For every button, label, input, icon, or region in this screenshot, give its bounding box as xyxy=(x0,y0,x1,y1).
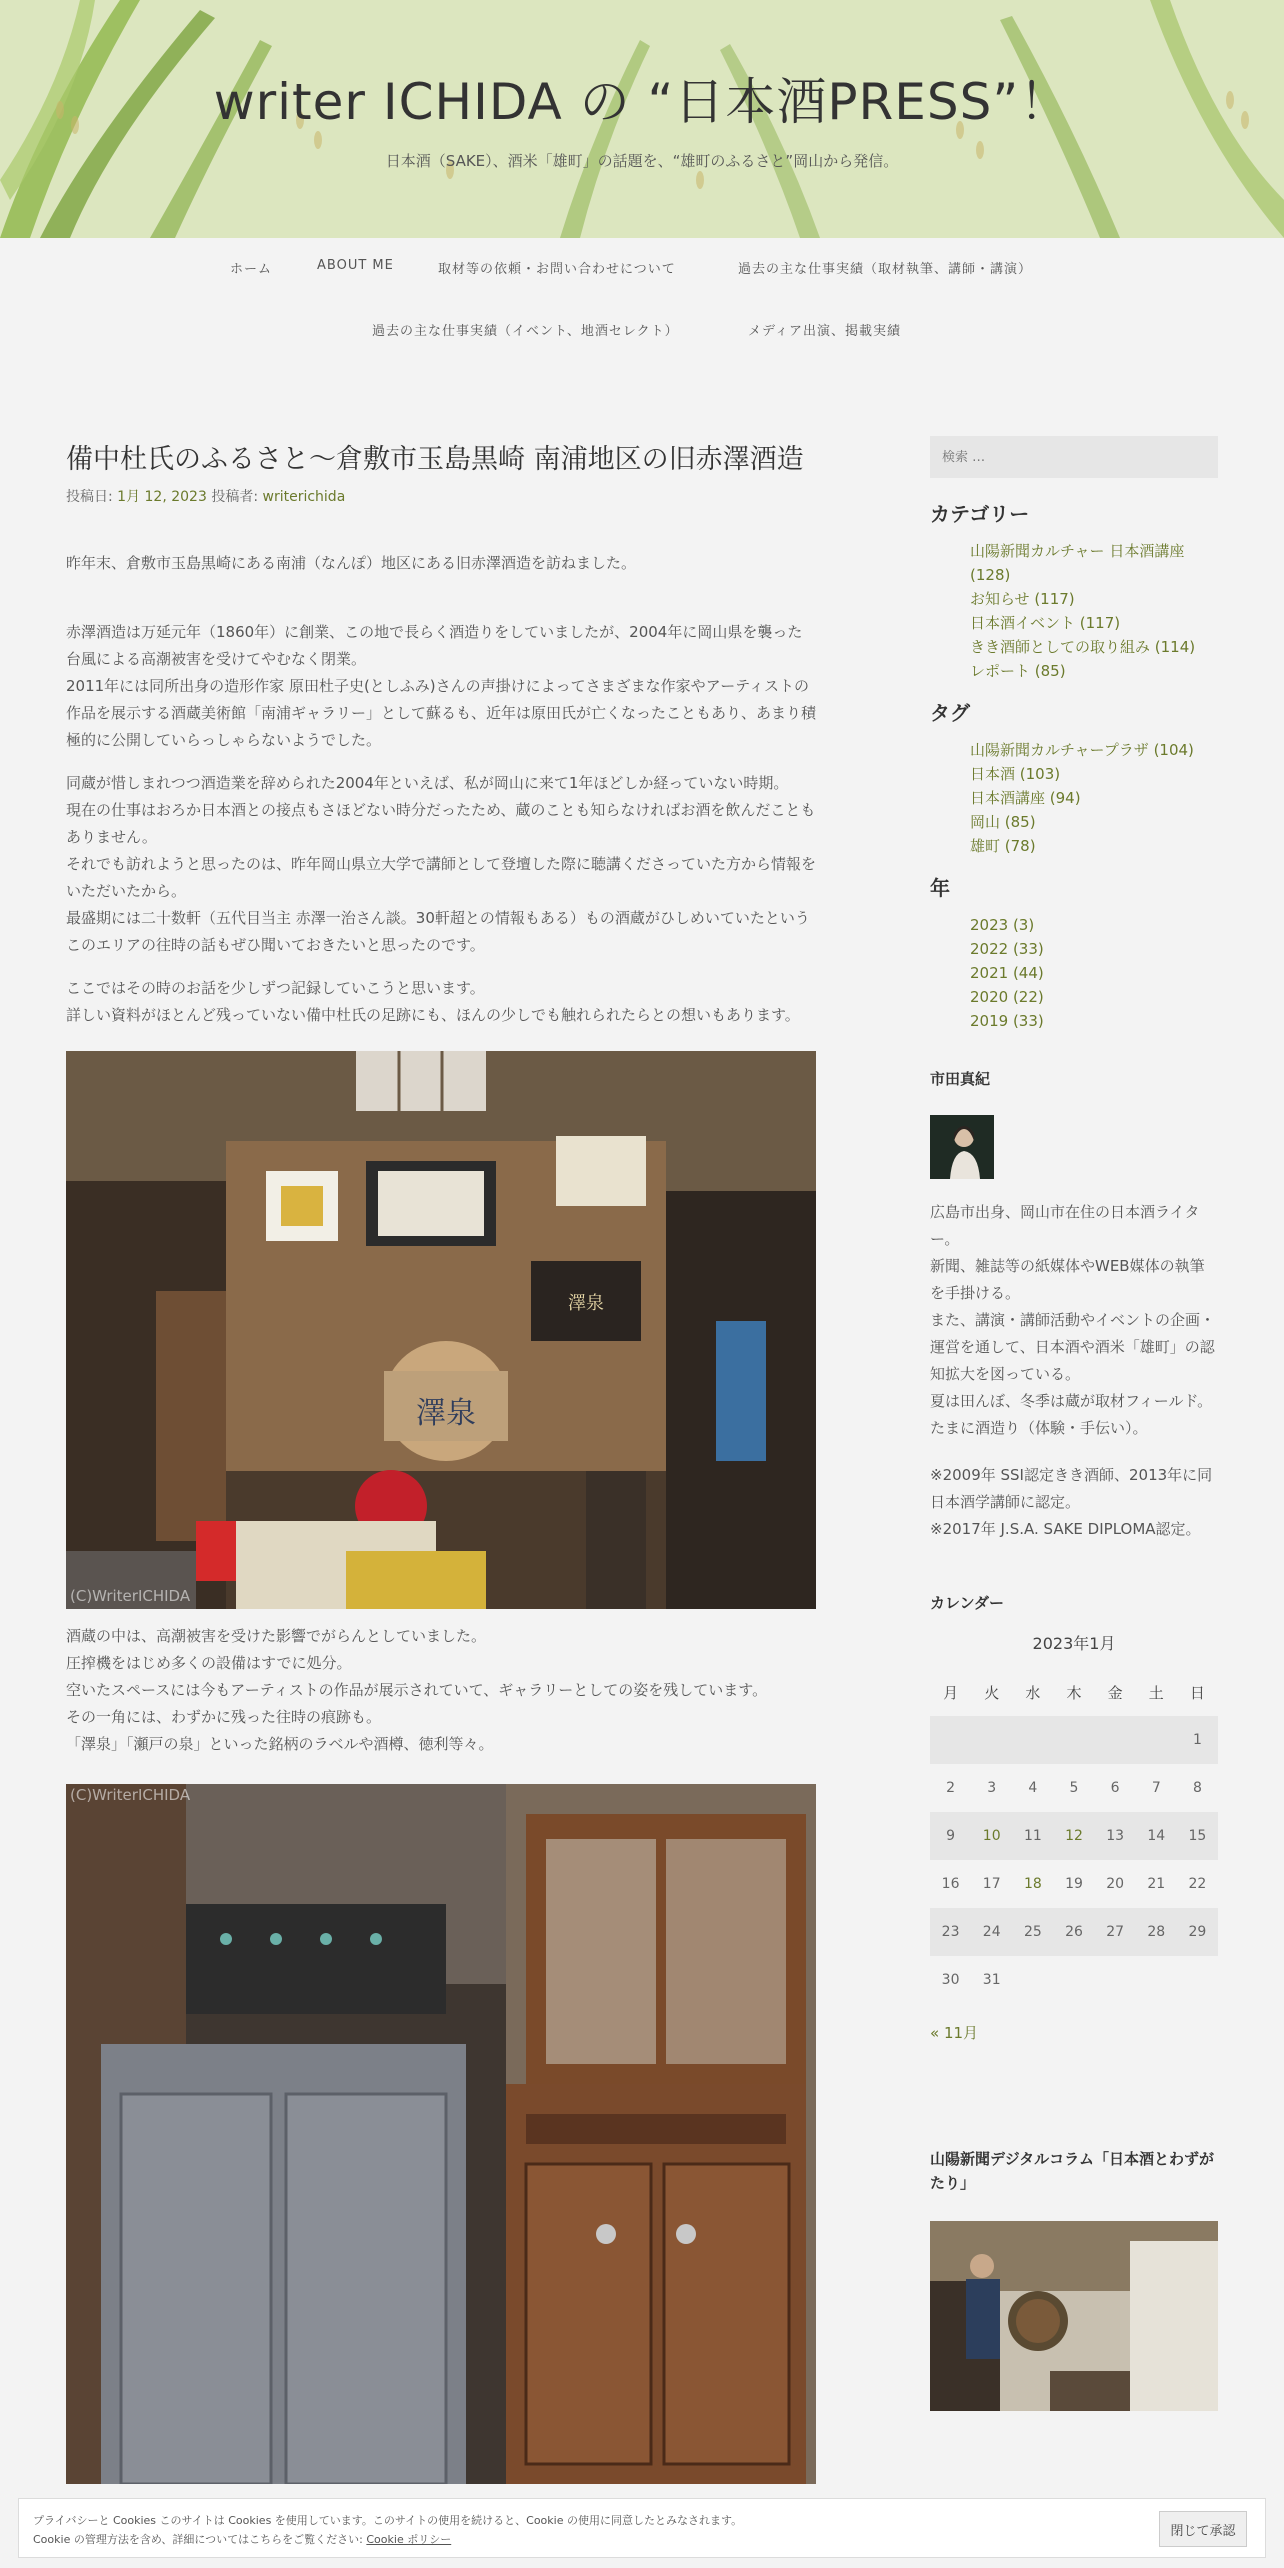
calendar-day: 1 xyxy=(1177,1716,1218,1764)
calendar-day: 21 xyxy=(1147,1876,1166,1892)
tags-title: タグ xyxy=(930,701,970,725)
author-bio: 広島市出身、岡山市在住の日本酒ライター。 新聞、雑誌等の紙媒体やWEB媒体の執筆を手掛ける。 また、講演・講師活動やイベントの企画・運営を通して、日本酒や酒米「雄町」の認知拡大を図っている。 夏は田んぼ、冬季は蔵が取材フィールド。 たまに酒造り（体験・手伝い）。 xyxy=(930,1203,1216,1437)
tag-link[interactable]: 山陽新聞カルチャープラザ (104) xyxy=(970,741,1194,759)
calendar-day: 8 xyxy=(1192,1780,1202,1796)
sake-equipment-photo[interactable] xyxy=(66,1784,816,2484)
post-article xyxy=(66,440,816,2484)
category-link[interactable]: 山陽新聞カルチャー 日本酒講座 (128) xyxy=(970,542,1185,584)
calendar-day xyxy=(1095,1956,1136,2004)
calendar-day xyxy=(1053,1716,1094,1764)
calendar-day: 29 xyxy=(1177,1908,1218,1956)
calendar-day: 26 xyxy=(1053,1908,1094,1956)
calendar-day: 30 xyxy=(941,1972,960,1988)
calendar-day xyxy=(1177,1956,1218,2004)
categories-title: カテゴリー xyxy=(930,502,1030,526)
calendar-caption: 2023年1月 xyxy=(1032,1634,1116,1653)
nav-item-contact[interactable]: 取材等の依頼・お問い合わせについて xyxy=(438,262,676,277)
calendar-day xyxy=(971,1716,1012,1764)
calendar-day: 24 xyxy=(971,1908,1012,1956)
calendar-day: 19 xyxy=(1065,1876,1083,1892)
calendar-day xyxy=(1136,1716,1177,1764)
column-widget-title: 山陽新聞デジタルコラム「日本酒とわずがたり」 xyxy=(930,2150,1214,2192)
calendar-day: 4 xyxy=(1028,1780,1038,1796)
calendar-day xyxy=(1053,1956,1094,2004)
weekday-header: 金 xyxy=(1107,1683,1123,1702)
photo-watermark: (C)WriterICHIDA xyxy=(70,1786,191,1804)
category-link[interactable]: 日本酒イベント (117) xyxy=(970,614,1121,632)
calendar-week-row xyxy=(930,1716,1218,1764)
calendar-day: 20 xyxy=(1106,1876,1125,1892)
years-title: 年 xyxy=(930,876,950,900)
calendar-day-link[interactable]: 18 xyxy=(1023,1876,1042,1892)
tags-list xyxy=(930,738,1218,858)
year-link[interactable]: 2023 (3) xyxy=(970,916,1035,934)
calendar-day: 25 xyxy=(1012,1908,1053,1956)
sake-brewery-gallery-photo[interactable] xyxy=(66,1051,816,1609)
nav-item-about[interactable]: ABOUT ME xyxy=(317,258,394,273)
calendar-prev-month-link[interactable]: « 11月 xyxy=(930,2024,979,2042)
post-paragraph: 酒蔵の中は、高潮被害を受けた影響でがらんとしていました。 圧搾機をはじめ多くの設備はすでに処分。 空いたスペースには今もアーティストの作品が展示されていて、ギャラリーとしての姿を残しています。 その一角には、わずかに残った往時の痕跡も。 「澤泉」「瀬戸の泉」といった銘柄のラベルや酒樽、徳利等々。 xyxy=(66,1627,768,1753)
post-author-label: 投稿者: xyxy=(206,489,263,505)
calendar-day xyxy=(1012,1716,1053,1764)
nav-item-works-events[interactable]: 過去の主な仕事実績（イベント、地酒セレクト） xyxy=(372,324,679,339)
calendar-day: 16 xyxy=(941,1876,960,1892)
sidebar xyxy=(930,436,1218,2411)
cookie-accept-button[interactable]: 閉じて承認 xyxy=(1159,2511,1247,2547)
year-link[interactable]: 2020 (22) xyxy=(970,988,1044,1006)
calendar-day: 27 xyxy=(1095,1908,1136,1956)
tag-link[interactable]: 日本酒 (103) xyxy=(970,765,1061,783)
calendar-week-row xyxy=(930,1956,1218,2004)
calendar-day: 11 xyxy=(1012,1812,1053,1860)
post-paragraph: 赤澤酒造は万延元年（1860年）に創業、この地で長らく酒造りをしていましたが、2004年に岡山県を襲った台風による高潮被害を受けてやむなく閉業。 2011年には同所出身の造形作家 原田杜子史(としふみ)さんの声掛けによってさまざまな作家やアーティストの作品を展示する酒蔵美術館「南浦ギャラリー」として蘇るも、近年は原田氏が亡くなったこともあり、あまり積極的に公開していらっしゃらないようでした。 xyxy=(66,623,817,749)
calendar-week-row xyxy=(930,1860,1218,1908)
cookie-banner xyxy=(18,2498,1266,2558)
calendar-day: 9 xyxy=(930,1812,971,1860)
weekday-header: 月 xyxy=(943,1683,959,1702)
nav-item-media[interactable]: メディア出演、掲載実績 xyxy=(748,324,901,339)
calendar-day: 15 xyxy=(1177,1812,1218,1860)
calendar-day: 23 xyxy=(930,1908,971,1956)
year-link[interactable]: 2021 (44) xyxy=(970,964,1044,982)
calendar-day: 5 xyxy=(1069,1780,1079,1796)
calendar-day: 14 xyxy=(1136,1812,1177,1860)
calendar-day: 7 xyxy=(1151,1780,1161,1796)
calendar-day: 28 xyxy=(1136,1908,1177,1956)
cookie-notice: プライバシーと Cookies このサイトは Cookies を使用しています。このサイトの使用を続けると、Cookie の使用に同意したとみなされます。 xyxy=(33,2514,743,2527)
calendar-day: 17 xyxy=(982,1876,1001,1892)
calendar-day: 3 xyxy=(987,1780,997,1796)
calendar-title: カレンダー xyxy=(930,1594,1005,1612)
weekday-header: 日 xyxy=(1189,1683,1205,1702)
calendar-week-row xyxy=(930,1764,1218,1812)
post-paragraph: 同蔵が惜しまれつつ酒造業を辞められた2004年といえば、私が岡山に来て1年ほどしか経っていない時期。 現在の仕事はおろか日本酒との接点もさほどない時分だったため、蔵のことも知らなければお酒を飲んだこともありません。 それでも訪れようと思ったのは、昨年岡山県立大学で講師として登壇した際に聴講くださっていた方から情報をいただいたから。 最盛期には二十数軒（五代目当主 赤澤一治さん談。30軒超との情報もある）もの酒蔵がひしめいていたというこのエリアの往時の話もぜひ聞いておきたいと思ったのです。 xyxy=(66,774,817,954)
category-link[interactable]: お知らせ (117) xyxy=(970,590,1075,608)
nav-item-home[interactable]: ホーム xyxy=(230,262,273,277)
tag-link[interactable]: 雄町 (78) xyxy=(970,837,1036,855)
tag-link[interactable]: 岡山 (85) xyxy=(970,813,1036,831)
calendar-day xyxy=(930,1716,971,1764)
calendar-day-link[interactable]: 12 xyxy=(1053,1812,1094,1860)
calendar-day: 13 xyxy=(1095,1812,1136,1860)
post-date-label: 投稿日: xyxy=(66,489,118,505)
calendar-day xyxy=(1012,1956,1053,2004)
cookie-details: Cookie の管理方法を含め、詳細についてはこちらをご覧ください: xyxy=(33,2533,367,2546)
author-credentials: ※2009年 SSI認定きき酒師、2013年に同日本酒学講師に認定。 ※2017年 J.S.A. SAKE DIPLOMA認定。 xyxy=(930,1466,1213,1538)
calendar-day: 31 xyxy=(982,1972,1001,1988)
years-list xyxy=(930,913,1218,1033)
calendar-day: 6 xyxy=(1110,1780,1120,1796)
search-input[interactable] xyxy=(930,436,1218,478)
calendar-day: 2 xyxy=(946,1780,956,1796)
column-banner-image[interactable] xyxy=(930,2221,1218,2411)
calendar-day-link[interactable]: 10 xyxy=(971,1812,1012,1860)
photo-barrel-label: 澤泉 xyxy=(416,1396,476,1431)
year-link[interactable]: 2019 (33) xyxy=(970,1012,1044,1030)
year-link[interactable]: 2022 (33) xyxy=(970,940,1044,958)
site-description: 日本酒（SAKE）、酒米「雄町」の話題を、“雄町のふるさと”岡山から発信。 xyxy=(385,152,899,170)
tag-link[interactable]: 日本酒講座 (94) xyxy=(970,789,1081,807)
svg-text:澤泉: 澤泉 xyxy=(568,1293,604,1314)
author-avatar xyxy=(930,1115,994,1179)
site-title[interactable]: writer ICHIDA の “日本酒PRESS”！ xyxy=(213,73,1071,131)
site-header xyxy=(0,0,1284,238)
post-date-link[interactable]: 1月 12, 2023 xyxy=(117,489,207,505)
calendar-week-row xyxy=(930,1908,1218,1956)
post-title[interactable]: 備中杜氏のふるさと～倉敷市玉島黒崎 南浦地区の旧赤澤酒造 xyxy=(66,444,804,475)
cookie-text xyxy=(33,2511,1133,2549)
photo-watermark: (C)WriterICHIDA xyxy=(70,1587,191,1605)
post-author-link[interactable]: writerichida xyxy=(262,489,346,505)
cookie-policy-link[interactable]: Cookie ポリシー xyxy=(366,2533,452,2546)
nav-item-works-writing[interactable]: 過去の主な仕事実績（取材執筆、講師・講演） xyxy=(738,262,1033,277)
calendar-table xyxy=(930,1631,1218,2004)
category-link[interactable]: レポート (85) xyxy=(970,662,1066,680)
calendar-day xyxy=(1136,1956,1177,2004)
weekday-header: 木 xyxy=(1066,1683,1082,1702)
post-paragraph: 昨年末、倉敷市玉島黒崎にある南浦（なんぽ）地区にある旧赤澤酒造を訪ねました。 xyxy=(66,554,637,572)
calendar-day: 22 xyxy=(1188,1876,1207,1892)
weekday-header: 火 xyxy=(984,1683,1000,1702)
author-widget-title: 市田真紀 xyxy=(930,1070,991,1088)
weekday-header: 土 xyxy=(1148,1683,1164,1702)
calendar-days xyxy=(930,1716,1218,2004)
calendar-day xyxy=(1095,1716,1136,1764)
weekday-header: 水 xyxy=(1025,1683,1041,1702)
calendar-week-row xyxy=(930,1812,1218,1860)
post-meta xyxy=(66,486,816,506)
main-navigation xyxy=(0,238,1284,358)
categories-list xyxy=(930,539,1218,683)
post-paragraph: ここではその時のお話を少しずつ記録していこうと思います。 詳しい資料がほとんど残っていない備中杜氏の足跡にも、ほんの少しでも触れられたらとの想いもあります。 xyxy=(66,979,800,1024)
category-link[interactable]: きき酒師としての取り組み (114) xyxy=(970,638,1196,656)
